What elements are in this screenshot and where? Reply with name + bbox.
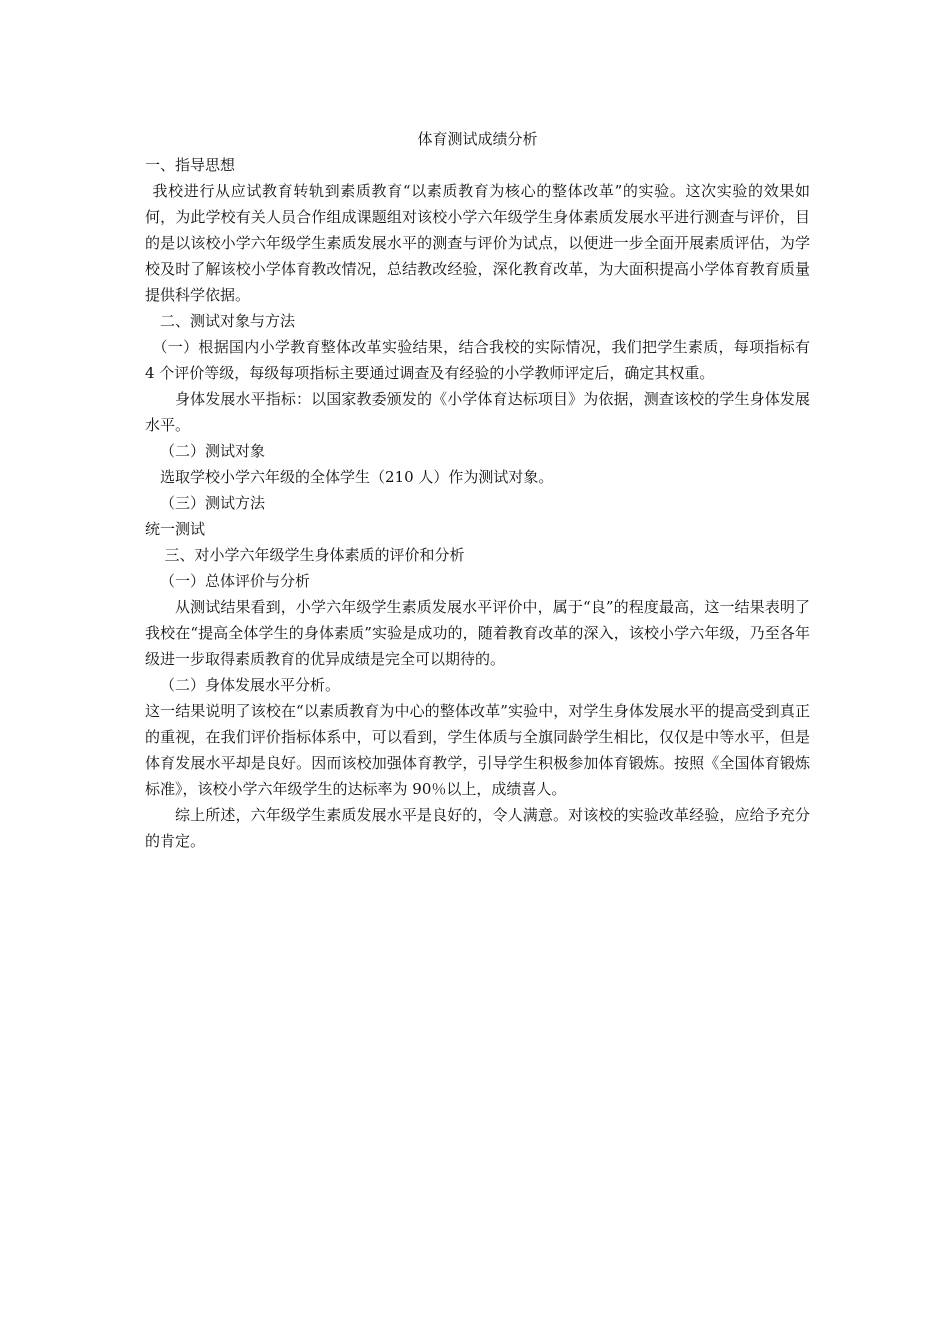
paragraph-body-index: 身体发展水平指标：以国家教委颁发的《小学体育达标项目》为依据，测查该校的学生身体发展水平。 — [145, 390, 810, 434]
subheading-overall-evaluation: （一）总体评价与分析 — [160, 572, 311, 590]
paragraph-guiding-idea: 我校进行从应试教育转轨到素质教育“以素质教育为核心的整体改革”的实验。这次实验的效果如何，为此学校有关人员合作组成课题组对该校小学六年级学生身体素质发展水平进行测查与评价，目的是以该校小学六年级学生素质发展水平的测查与评价为试点，以便进一步全面开展素质评估，为学校及时了解该校小学体育教改情况，总结教改经验，深化教育改革，为大面积提高小学体育教育质量提供科学依据。 — [145, 182, 810, 304]
paragraph-body-development: 这一结果说明了该校在“以素质教育为中心的整体改革”实验中，对学生身体发展水平的提高受到真正的重视，在我们评价指标体系中，可以看到，学生体质与全旗同龄学生相比，仅仅是中等水平，但是体育发展水平却是良好。因而该校加强体育教学，引导学生积极参加体育锻炼。按照《全国体育锻炼标准》，该校小学六年级学生的达标率为 90％以上，成绩喜人。 — [145, 702, 810, 798]
subheading-test-method: （三）测试方法 — [160, 494, 266, 512]
subheading-body-development: （二）身体发展水平分析。 — [160, 676, 341, 694]
document-page — [145, 126, 810, 854]
paragraph-conclusion: 综上所述，六年级学生素质发展水平是良好的，令人满意。对该校的实验改革经验，应给予充分的肯定。 — [145, 806, 810, 850]
paragraph-overall-evaluation: 从测试结果看到，小学六年级学生素质发展水平评价中，属于“良”的程度最高，这一结果表明了我校在“提高全体学生的身体素质”实验是成功的，随着教育改革的深入，该校小学六年级，乃至各年级进一步取得素质教育的优异成绩是完全可以期待的。 — [145, 598, 810, 668]
subheading-test-subjects: （二）测试对象 — [160, 442, 266, 460]
paragraph-test-subjects: 选取学校小学六年级的全体学生（210 人）作为测试对象。 — [160, 468, 554, 486]
section-heading-2: 二、测试对象与方法 — [160, 312, 296, 330]
section-heading-3: 三、对小学六年级学生身体素质的评价和分析 — [164, 546, 465, 564]
paragraph-test-method: 统一测试 — [145, 520, 206, 538]
paragraph-method-1: （一）根据国内小学教育整体改革实验结果，结合我校的实际情况，我们把学生素质，每项指标有 4 个评价等级，每级每项指标主要通过调查及有经验的小学教师评定后，确定其权重。 — [145, 338, 810, 382]
document-title: 体育测试成绩分析 — [417, 130, 538, 148]
section-heading-1: 一、指导思想 — [145, 156, 236, 174]
